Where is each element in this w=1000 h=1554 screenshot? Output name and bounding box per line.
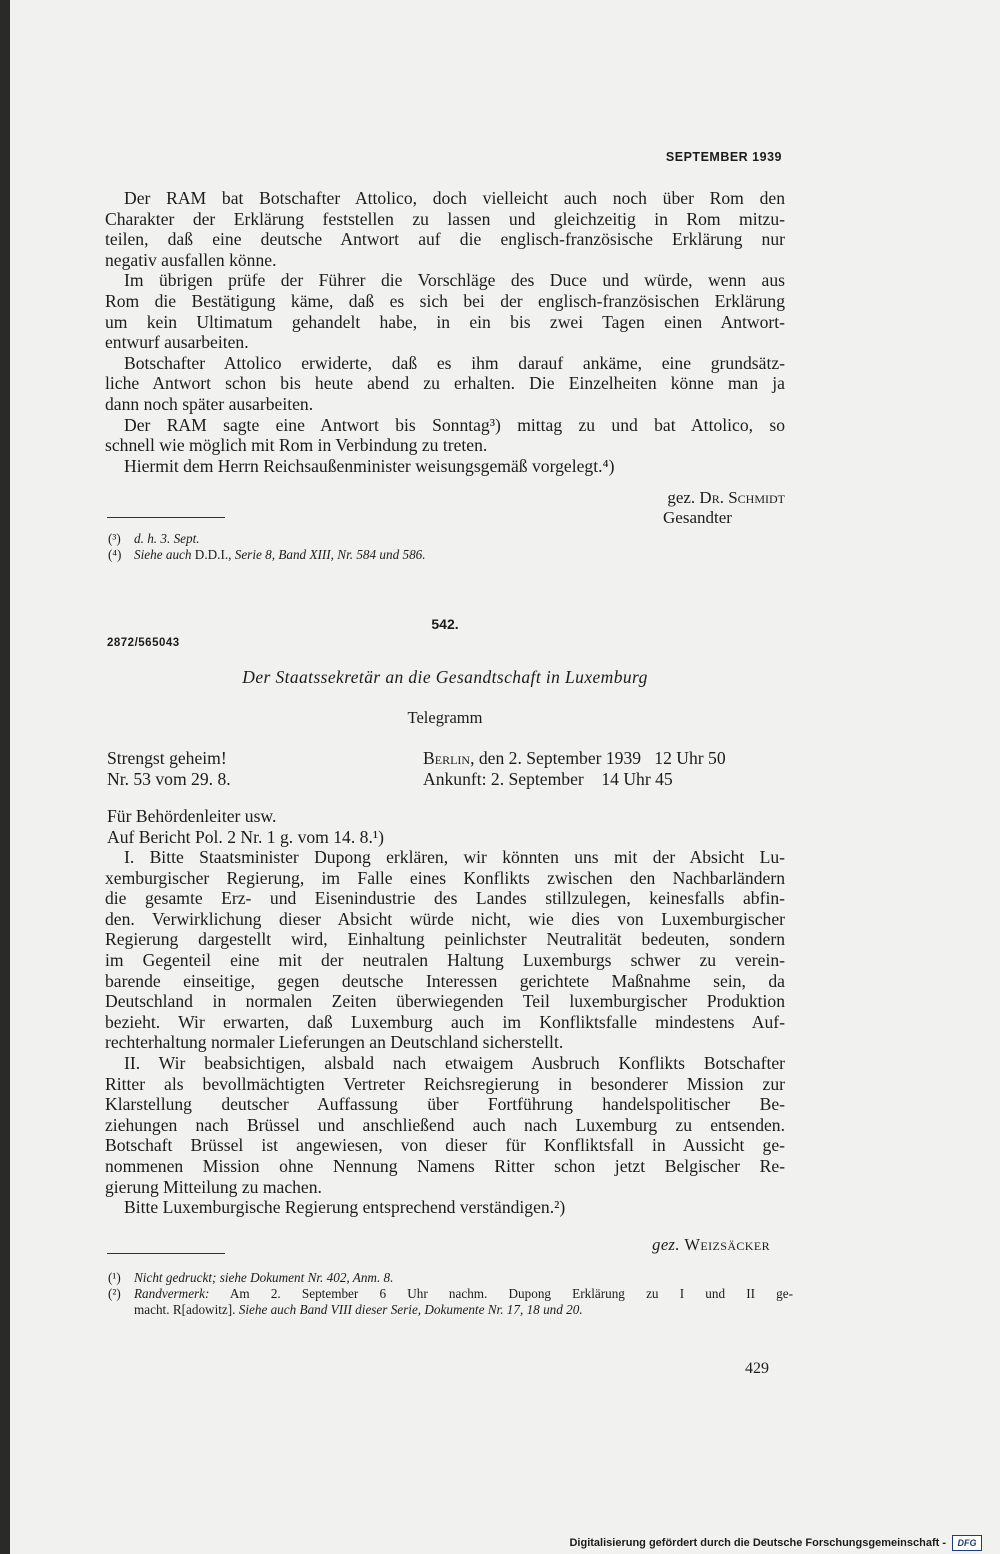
- text-line: um kein Ultimatum gehandelt habe, in ein bis zwei Tagen einen Antwort-: [105, 311, 785, 332]
- arrival-line: Ankunft: 2. September 14 Uhr 45: [423, 768, 673, 789]
- text-line: bezieht. Wir erwarten, daß Luxemburg auch im Konfliktsfalle mindestens Auf-: [105, 1011, 785, 1032]
- footnote-roman: macht. R[adowitz].: [134, 1302, 239, 1317]
- text-line: den. Verwirklichung dieser Absicht würde nicht, wie dies von Luxemburgischer: [105, 908, 785, 929]
- report-text: [105, 188, 785, 476]
- paragraph: [105, 353, 785, 415]
- dispatch-time: , den 2. September 1939 12 Uhr 50: [470, 748, 726, 768]
- text-line: xemburgischer Regierung, im Falle eines Konflikts zwischen den Nachbarländern: [105, 867, 785, 888]
- text-line: ziehungen nach Brüssel und anschließend auch nach Luxemburg zu entsenden.: [105, 1114, 785, 1135]
- footnote: [108, 1286, 793, 1318]
- footnote-rule: [107, 1253, 225, 1254]
- text-line: Hiermit dem Herrn Reichsaußenminister weisungsgemäß vorgelegt.⁴): [124, 455, 615, 476]
- text-line: Charakter der Erklärung feststellen zu lassen und gleichzeitig in Rom mitzu-: [105, 208, 785, 229]
- dispatch-line: [423, 748, 785, 769]
- text-line: Der RAM bat Botschafter Attolico, doch vielleicht auch noch über Rom den: [124, 188, 785, 208]
- footnote-text: Nicht gedruckt; siehe Dokument Nr. 402, Anm. 8.: [134, 1270, 394, 1285]
- footnotes-part1: [108, 531, 768, 563]
- text-line: rechterhaltung normaler Lieferungen an Deutschland sicherstellt.: [105, 1032, 564, 1053]
- paragraph: [105, 456, 785, 477]
- document-title: Der Staatssekretär an die Gesandtschaft in Luxemburg: [242, 667, 648, 687]
- document-number: 542.: [431, 616, 459, 632]
- text-line: nommenen Mission ohne Nennung Namens Ritter schon jetzt Belgischer Re-: [105, 1155, 785, 1176]
- text-line: Bitte Luxemburgische Regierung entsprechend verständigen.²): [124, 1197, 566, 1218]
- paragraph: [105, 1197, 785, 1218]
- address-block: [107, 806, 384, 847]
- text-line: Rom die Bestätigung käme, daß es sich bei der englisch-französischen Erklärung: [105, 290, 785, 311]
- footnote-text: [134, 547, 768, 563]
- signature-prefix: gez.: [652, 1235, 685, 1254]
- text-line: I. Bitte Staatsminister Dupong erklären, wir könnten uns mit der Absicht Lu-: [124, 847, 785, 867]
- signature-name: Weizsäcker: [684, 1235, 770, 1254]
- text-line: negativ ausfallen könne.: [105, 249, 277, 270]
- text-line: schnell wie möglich mit Rom in Verbindung zu treten.: [105, 435, 488, 456]
- footnotes-document: [108, 1270, 793, 1318]
- text-line: Der RAM sagte eine Antwort bis Sonntag³) mittag zu und bat Attolico, so: [124, 414, 785, 435]
- footnote-marker: (³): [108, 531, 121, 546]
- report-reference: Auf Bericht Pol. 2 Nr. 1 g. vom 14. 8.¹): [107, 826, 384, 847]
- text-line: liche Antwort schon bis heute abend zu erhalten. Die Einzelheiten könne man ja: [105, 373, 785, 394]
- classification-block: [107, 748, 231, 789]
- text-line: gierung Mitteilung zu machen.: [105, 1176, 322, 1197]
- scan-edge: [0, 0, 10, 1554]
- page-number: 429: [745, 1360, 769, 1377]
- signature-role: Gesandter: [663, 508, 732, 527]
- document-type: Telegramm: [407, 708, 483, 727]
- footnote-roman: D.D.I.,: [191, 547, 235, 562]
- classification: Strengst geheim!: [107, 748, 227, 768]
- dispatch-place: Berlin: [423, 748, 471, 768]
- footnote: [108, 531, 768, 547]
- paragraph: [105, 188, 785, 270]
- text-line: im Gegenteil eine mit der neutralen Haltung Luxemburgs schwer zu verein-: [105, 949, 785, 970]
- text-line: Im übrigen prüfe der Führer die Vorschläge des Duce und würde, wenn aus: [124, 270, 785, 291]
- text-line: Klarstellung deutscher Auffassung über Fortführung handelspolitischer Be-: [105, 1094, 785, 1115]
- footnote-roman: Am 2. September 6 Uhr nachm. Dupong Erklärung zu I und II ge-: [209, 1286, 793, 1301]
- signature-weizsaecker: [580, 1235, 770, 1255]
- text-line: Botschaft Brüssel ist angewiesen, von dieser für Konfliktsfall in Aussicht ge-: [105, 1135, 785, 1156]
- running-header-date: SEPTEMBER 1939: [665, 150, 782, 164]
- footnote-italic: Randvermerk:: [134, 1286, 210, 1301]
- footnote-marker: (²): [108, 1286, 121, 1301]
- text-line: entwurf ausarbeiten.: [105, 332, 249, 353]
- text-line: Deutschland in normalen Zeiten überwiegenden Teil luxemburgischer Produktion: [105, 991, 785, 1012]
- footnote-marker: (¹): [108, 1270, 121, 1285]
- paragraph: [105, 270, 785, 352]
- footnote-text: [134, 1286, 793, 1318]
- text-line: teilen, daß eine deutsche Antwort auf die englisch-französische Erklärung nur: [105, 229, 785, 250]
- text-line: Botschafter Attolico erwiderte, daß es ihm darauf ankäme, eine grundsätz-: [124, 352, 785, 373]
- text-line: barende einseitige, gegen deutsche Interessen gerichtete Maßnahme sein, da: [105, 970, 785, 991]
- text-line: Ritter als bevollmächtigten Vertreter Reichsregierung in besonderer Mission zur: [105, 1073, 785, 1094]
- footnote-italic: Serie 8, Band XIII, Nr. 584 und 586.: [234, 547, 426, 562]
- dispatch-block: [423, 748, 785, 789]
- text-line: Regierung dargestellt wird, Einhaltung peinlichster Neutralität bedeuten, sondern: [105, 929, 785, 950]
- footnote: [108, 1270, 793, 1286]
- footnote-italic: Siehe auch Band VIII dieser Serie, Dokumente Nr. 17, 18 und 20.: [238, 1302, 583, 1317]
- film-reference: 2872/565043: [107, 637, 180, 649]
- footnote-rule: [107, 517, 225, 518]
- footnote-line: [134, 1302, 583, 1317]
- footer-text: Digitalisierung gefördert durch die Deutsche Forschungsgemeinschaft -: [569, 1537, 946, 1549]
- signature-name: Dr. Schmidt: [699, 488, 785, 507]
- message-number: Nr. 53 vom 29. 8.: [107, 768, 231, 789]
- footnote-marker: (⁴): [108, 547, 122, 562]
- digitization-footer: [569, 1535, 982, 1551]
- text-line: dann noch später ausarbeiten.: [105, 393, 314, 414]
- dfg-logo-icon: DFG: [952, 1535, 982, 1551]
- paragraph: [105, 847, 785, 1053]
- text-line: II. Wir beabsichtigen, alsbald nach etwaigem Ausbruch Konflikts Botschafter: [124, 1052, 785, 1073]
- signature-prefix: gez.: [667, 488, 700, 507]
- text-line: die gesamte Erz- und Eisenindustrie des Landes stillzulegen, keinesfalls abfin-: [105, 888, 785, 909]
- footnote: [108, 547, 768, 563]
- addressee: Für Behördenleiter usw.: [107, 806, 277, 826]
- signature-schmidt: [620, 488, 785, 528]
- telegram-text: [105, 847, 785, 1218]
- footnote-italic: Siehe auch: [134, 547, 192, 562]
- footnote-text: d. h. 3. Sept.: [134, 531, 200, 546]
- paragraph: [105, 415, 785, 456]
- footnote-line: [134, 1286, 793, 1302]
- paragraph: [105, 1053, 785, 1197]
